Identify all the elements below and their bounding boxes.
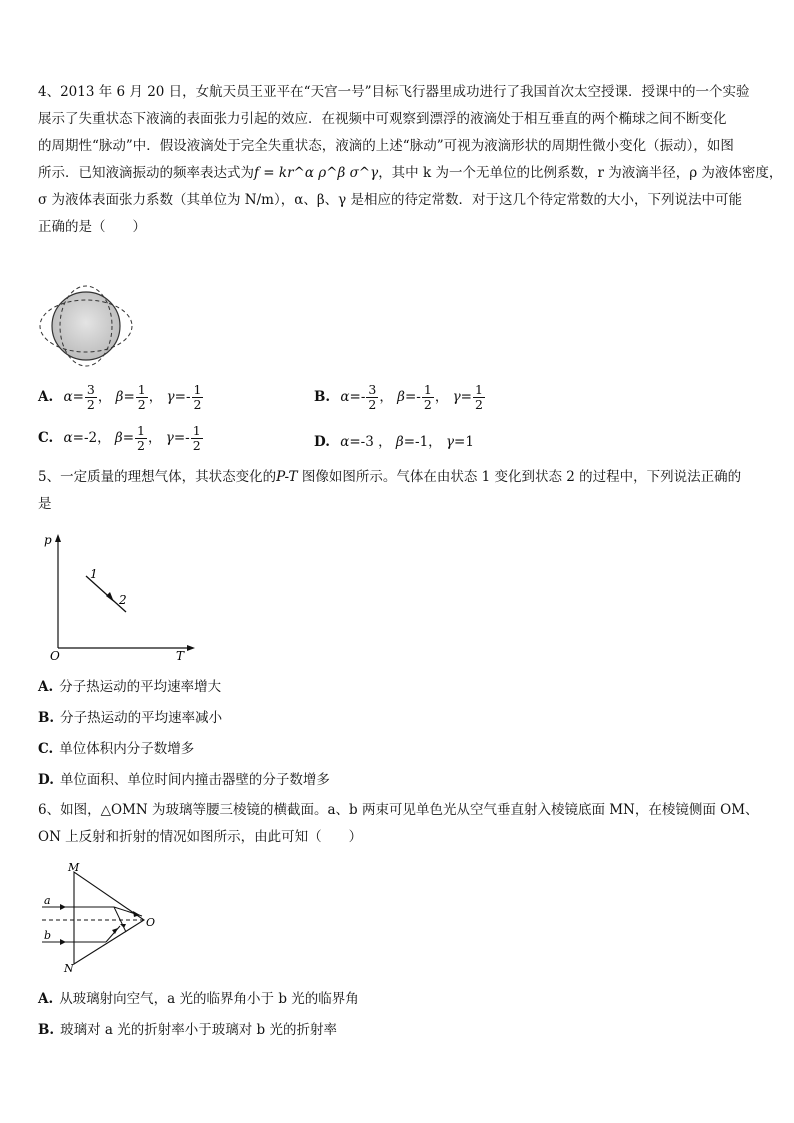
- option-label: A.: [38, 679, 54, 695]
- q4-line-1: 4、2013 年 6 月 20 日，女航天员王亚平在“天宫一号”目标飞行器里成功进行了我国首次太空授课．授课中的一个实验: [38, 84, 750, 100]
- option-text: 从玻璃射向空气，a 光的临界角小于 b 光的临界角: [59, 991, 359, 1007]
- q4-option-d[interactable]: D. α=-3 ， β=-1， γ=1: [314, 434, 474, 450]
- q6-option-a[interactable]: [38, 987, 359, 1007]
- label-a: a: [44, 894, 51, 907]
- option-text: 分子热运动的平均速率增大: [59, 679, 222, 695]
- option-label: D.: [314, 434, 330, 450]
- q5-option-c[interactable]: [38, 737, 194, 757]
- q4-line-2: 展示了失重状态下液滴的表面张力引起的效应．在视频中可观察到漂浮的液滴处于相互垂直的两个椭球之间不断变化: [38, 111, 727, 127]
- droplet-circle: [52, 292, 120, 360]
- option-text: 单位面积、单位时间内撞击器壁的分子数增多: [59, 772, 330, 788]
- option-label: B.: [314, 389, 331, 405]
- q5-option-d[interactable]: [38, 768, 330, 788]
- p-axis-arrow: [55, 534, 61, 542]
- q5-line-1-b: 图像如图所示。气体在由状态 1 变化到状态 2 的过程中，下列说法正确的: [297, 469, 742, 485]
- option-label: A.: [38, 991, 54, 1007]
- q4-line-4-pre: 所示．已知液滴振动的频率表达式为: [38, 165, 254, 181]
- p-label: p: [44, 533, 52, 547]
- option-label: B.: [38, 1022, 55, 1038]
- question-4: [38, 79, 783, 241]
- label-n: N: [64, 962, 74, 975]
- q4-line-4-post: ，其中 k 为一个无单位的比例系数，r 为液滴半径，ρ 为液体密度，: [378, 165, 783, 181]
- q5-line-1-a: 5、一定质量的理想气体，其状态变化的: [38, 469, 277, 485]
- label-m: M: [68, 862, 80, 874]
- option-label: C.: [38, 430, 54, 446]
- process-arrow: [106, 592, 114, 602]
- q4-option-a[interactable]: A. α= $\frac{3}{2}$ ， β= $\frac{1}{2}$ ， γ=- $\frac{1}{2}$: [38, 382, 202, 412]
- frequency-formula: f = kr^α ρ^β σ^γ: [254, 165, 379, 181]
- option-text: 玻璃对 a 光的折射率小于玻璃对 b 光的折射率: [60, 1022, 337, 1038]
- option-label: A.: [38, 389, 54, 405]
- q5-line-2: 是: [38, 496, 52, 512]
- q5-option-b[interactable]: [38, 706, 222, 726]
- q6-line-2: ON 上反射和折射的情况如图所示，由此可知（ ）: [38, 829, 363, 845]
- q5-line-1: [38, 464, 758, 491]
- q4-option-b[interactable]: B. α=- $\frac{3}{2}$ ， β=- $\frac{1}{2}$ ， γ= $\frac{1}{2}$: [314, 382, 483, 412]
- question-6: [38, 797, 758, 851]
- t-label: T: [176, 649, 185, 662]
- option-label: C.: [38, 741, 54, 757]
- question-5: [38, 464, 758, 518]
- pt-label: P-T: [276, 469, 298, 485]
- pt-graph: [40, 532, 200, 662]
- q5-option-a[interactable]: [38, 675, 221, 695]
- q4-line-5: σ 为液体表面张力系数（其单位为 N/m），α、β、γ 是相应的待定常数．对于这几个待定常数的大小，下列说法中可能: [38, 192, 742, 208]
- q6-option-b[interactable]: [38, 1018, 337, 1038]
- t-axis-arrow: [187, 645, 195, 651]
- state-2-label: 2: [119, 593, 127, 607]
- droplet-figure: [36, 282, 136, 372]
- option-text: 分子热运动的平均速率减小: [60, 710, 223, 726]
- q6-line-1: 6、如图，△OMN 为玻璃等腰三棱镜的横截面。a、b 两束可见单色光从空气垂直射入棱镜底面 MN，在棱镜侧面 OM、: [38, 802, 759, 818]
- prism-triangle: [74, 872, 144, 964]
- label-o: O: [146, 916, 156, 929]
- option-label: D.: [38, 772, 54, 788]
- option-text: 单位体积内分子数增多: [59, 741, 195, 757]
- q4-line-3: 的周期性“脉动”中．假设液滴处于完全失重状态，液滴的上述“脉动”可视为液滴形状的周期性微小变化（振动），如图: [38, 138, 734, 154]
- q4-line-6: 正确的是（ ）: [38, 219, 146, 235]
- option-label: B.: [38, 710, 55, 726]
- state-1-label: 1: [90, 567, 98, 581]
- label-b: b: [44, 929, 52, 942]
- origin-label: O: [50, 649, 60, 662]
- prism-diagram: [36, 862, 166, 977]
- q4-line-4: [38, 160, 783, 187]
- q4-option-c[interactable]: C. α=-2， β= $\frac{1}{2}$ ， γ=- $\frac{1}{2}$: [38, 423, 201, 453]
